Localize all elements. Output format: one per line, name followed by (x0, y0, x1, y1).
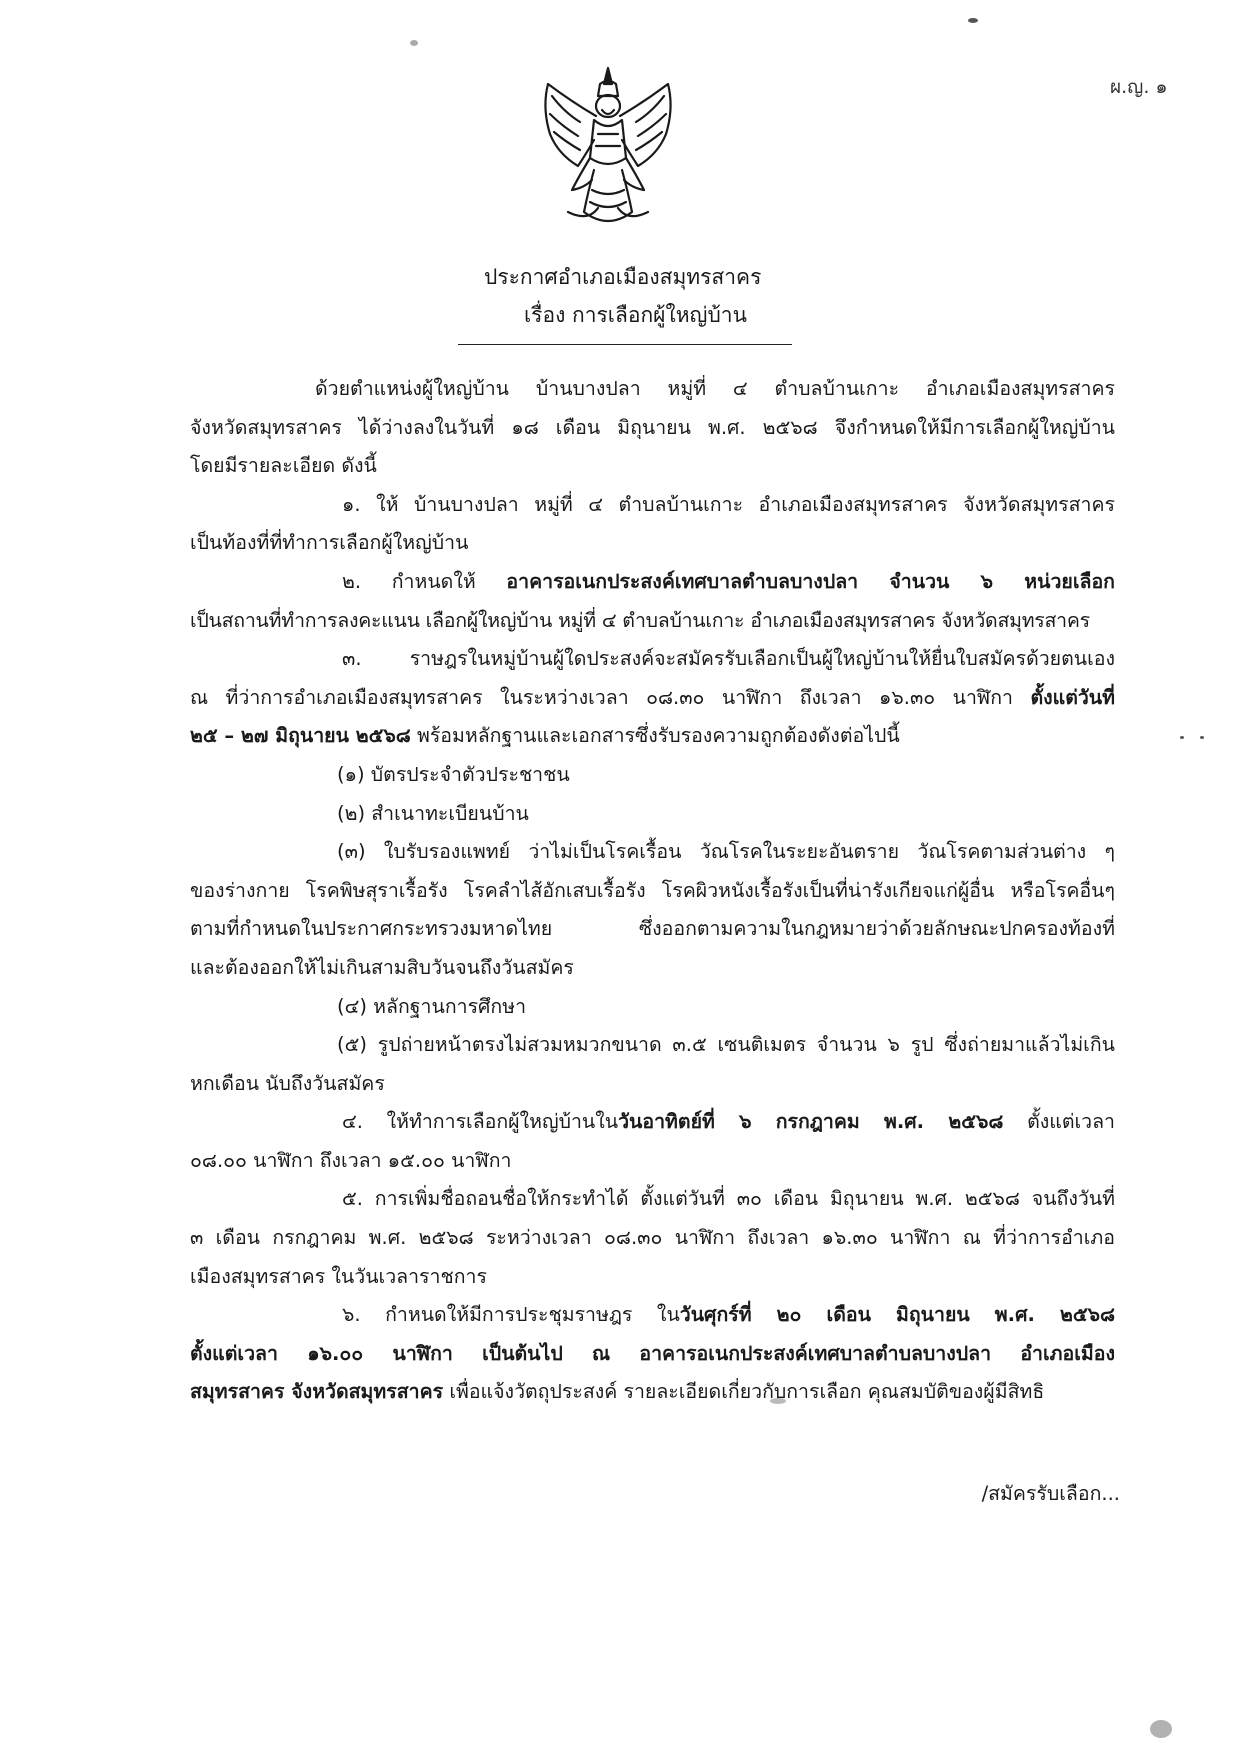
required-document-cont: และต้องออกให้ไม่เกินสามสิบวันจนถึงวันสมัคร (190, 955, 574, 979)
application-period: ตั้งแต่วันที่ (1030, 685, 1115, 709)
scan-speck (1180, 736, 1184, 739)
scan-speck (1150, 1720, 1172, 1738)
item-6-line: ตั้งแต่เวลา ๑๖.๐๐ นาฬิกา เป็นต้นไป ณ อาคารอเนกประสงค์เทศบาลตำบลบางปลา อำเภอเมือง (190, 1341, 1115, 1365)
required-document-cont: หกเดือน นับถึงวันสมัคร (190, 1071, 385, 1095)
meeting-date: วันศุกร์ที่ ๒๐ เดือน มิถุนายน พ.ศ. ๒๕๖๘ (679, 1303, 1115, 1327)
item-3-line: ๓. ราษฎรในหมู่บ้านผู้ใดประสงค์จะสมัครรับเลือกเป็นผู้ใหญ่บ้านให้ยื่นใบสมัครด้วยตนเอง (342, 647, 1115, 671)
scan-speck (1200, 736, 1204, 739)
item-4-text: ๔. ให้ทำการเลือกผู้ใหญ่บ้านใน (342, 1110, 619, 1134)
required-document-cont: ตามที่กำหนดในประกาศกระทรวงมหาดไทย ซึ่งออกตามความในกฎหมายว่าด้วยลักษณะปกครองท้องที่ (190, 917, 1115, 941)
item-3-text: ณ ที่ว่าการอำเภอเมืองสมุทรสาคร ในระหว่างเวลา ๐๘.๓๐ นาฬิกา ถึงเวลา ๑๖.๓๐ นาฬิกา (190, 685, 1031, 709)
required-document: (๕) รูปถ่ายหน้าตรงไม่สวมหมวกขนาด ๓.๕ เซนติเมตร จำนวน ๖ รูป ซึ่งถ่ายมาแล้วไม่เกิน (337, 1033, 1115, 1057)
announcement-body (190, 370, 1115, 1412)
continued-marker: /สมัครรับเลือก... (981, 1482, 1120, 1505)
intro-line: โดยมีรายละเอียด ดังนี้ (190, 454, 377, 478)
item-3-line (190, 679, 1115, 718)
intro-line: จังหวัดสมุทรสาคร ได้ว่างลงในวันที่ ๑๘ เดือน มิถุนายน พ.ศ. ๒๕๖๘ จึงกำหนดให้มีการเลือกผู้ใหญ่บ้าน (190, 415, 1115, 439)
scan-speck (968, 18, 978, 23)
item-2-line (190, 563, 1115, 602)
scan-speck (410, 40, 418, 46)
item-3-line (190, 717, 1115, 756)
required-document: (๒) สำเนาทะเบียนบ้าน (337, 801, 529, 825)
item-1-line: ๑. ให้ บ้านบางปลา หมู่ที่ ๔ ตำบลบ้านเกาะ อำเภอเมืองสมุทรสาคร จังหวัดสมุทรสาคร (342, 492, 1115, 516)
intro-line: ด้วยตำแหน่งผู้ใหญ่บ้าน บ้านบางปลา หมู่ที่ ๔ ตำบลบ้านเกาะ อำเภอเมืองสมุทรสาคร (315, 377, 1115, 400)
required-document: (๑) บัตรประจำตัวประชาชน (337, 762, 570, 786)
item-6-text: เพื่อแจ้งวัตถุประสงค์ รายละเอียดเกี่ยวกับการเลือก คุณสมบัติของผู้มีสิทธิ (443, 1380, 1045, 1404)
subject-title: เรื่อง การเลือกผู้ใหญ่บ้าน (524, 303, 747, 327)
item-6-line (190, 1296, 1115, 1335)
item-1-line: เป็นท้องที่ที่ทำการเลือกผู้ใหญ่บ้าน (190, 531, 469, 555)
required-document: (๔) หลักฐานการศึกษา (337, 994, 527, 1018)
form-code: ผ.ญ. ๑ (1110, 76, 1168, 98)
item-4-line (190, 1103, 1115, 1142)
item-4-text: ตั้งแต่เวลา (1003, 1110, 1115, 1134)
election-date: วันอาทิตย์ที่ ๖ กรกฎาคม พ.ศ. ๒๕๖๘ (618, 1110, 1004, 1134)
garuda-emblem-icon (528, 62, 688, 237)
item-5-line: เมืองสมุทรสาคร ในวันเวลาราชการ (190, 1264, 487, 1288)
item-6-text: ๖. กำหนดให้มีการประชุมราษฎร ใน (342, 1303, 680, 1327)
item-3-text: พร้อมหลักฐานและเอกสารซึ่งรับรองความถูกต้องดังต่อไปนี้ (410, 724, 900, 748)
meeting-place: สมุทรสาคร จังหวัดสมุทรสาคร (190, 1380, 444, 1404)
required-document-cont: ของร่างกาย โรคพิษสุราเรื้อรัง โรคลำไส้อักเสบเรื้อรัง โรคผิวหนังเรื้อรังเป็นที่น่ารังเกียจแก่ผู้อื่น หรือโรคอื่นๆ (190, 878, 1115, 902)
polling-place: อาคารอเนกประสงค์เทศบาลตำบลบางปลา จำนวน ๖ หน่วยเลือก (506, 569, 1115, 593)
item-5-line: ๕. การเพิ่มชื่อถอนชื่อให้กระทำได้ ตั้งแต่วันที่ ๓๐ เดือน มิถุนายน พ.ศ. ๒๕๖๘ จนถึงวันที่ (342, 1187, 1115, 1211)
item-6-line (190, 1373, 1115, 1412)
application-dates: ๒๕ – ๒๗ มิถุนายน ๒๕๖๘ (190, 724, 411, 748)
scan-speck (770, 1398, 786, 1404)
heading-divider (458, 344, 792, 345)
issuer-title: ประกาศอำเภอเมืองสมุทรสาคร (484, 265, 762, 289)
item-5-line: ๓ เดือน กรกฎาคม พ.ศ. ๒๕๖๘ ระหว่างเวลา ๐๘.๓๐ นาฬิกา ถึงเวลา ๑๖.๓๐ นาฬิกา ณ ที่ว่าการอำเภอ (190, 1226, 1115, 1250)
item-2-line: เป็นสถานที่ทำการลงคะแนน เลือกผู้ใหญ่บ้าน หมู่ที่ ๔ ตำบลบ้านเกาะ อำเภอเมืองสมุทรสาคร จังหวัดสมุทรสาคร (190, 608, 1090, 632)
required-document: (๓) ใบรับรองแพทย์ ว่าไม่เป็นโรคเรื้อน วัณโรคในระยะอันตราย วัณโรคตามส่วนต่าง ๆ (337, 840, 1115, 864)
item-2-text: ๒. กำหนดให้ (342, 569, 507, 593)
item-4-line: ๐๘.๐๐ นาฬิกา ถึงเวลา ๑๕.๐๐ นาฬิกา (190, 1148, 512, 1172)
announcement-heading (420, 258, 820, 334)
